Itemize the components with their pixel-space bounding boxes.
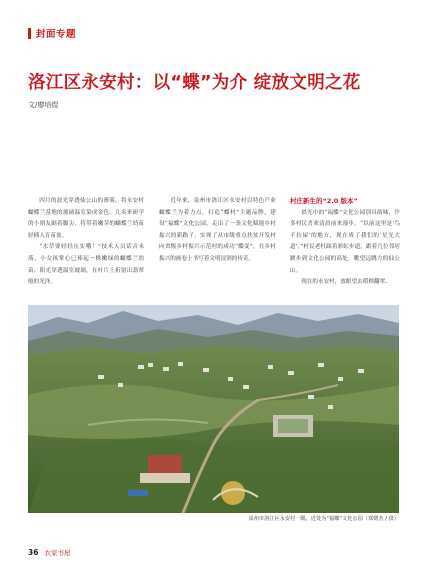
text-column-1 bbox=[28, 196, 144, 289]
paragraph: 晨光中的“福蝶”文化公园别具韵味，许多村民喜欢清晨前来漫步。“以前这里是‘鸟不拉屎’的地方，现在成了我们的‘星光大道’。”村民老杜踩着彩虹步道，跟着几位邻居踱步到文化公园的高处，眺望远眺方的仙公山。 bbox=[290, 209, 400, 274]
magazine-name: 农家书屋 bbox=[44, 549, 71, 557]
text-column-2 bbox=[159, 196, 276, 266]
page-number: 36 bbox=[28, 548, 39, 557]
photo-caption: 泉州市洛江区永安村一隅，近处为“福蝶”文化公园（郑熠杰 / 摄） bbox=[248, 516, 399, 522]
village-aerial-photo bbox=[28, 305, 399, 513]
text-column-3 bbox=[290, 196, 400, 289]
page-footer bbox=[28, 548, 70, 557]
paragraph: 现在的永安村，放眼望去稻秧翻翠、 bbox=[301, 279, 391, 286]
section-tag-bar bbox=[28, 28, 31, 39]
article-byline: 文/廖培煜 bbox=[28, 101, 59, 109]
section-subheading: 村庄新生的“2.0 版本” bbox=[290, 197, 358, 205]
article-title: 洛江区永安村：以“蝶”为介 绽放文明之花 bbox=[28, 73, 361, 93]
paragraph: 近年来，泉州市洛江区永安村以特色产业蝴蝶兰为着力点，打造“蝶村”主题品牌，建设“福蝶”文化公园，走出了一条文化赋能乡村振兴的新路子，实现了从市级重点扶贫开发村向省级乡村振兴示范村的成功“蝶变”，在乡村振兴的画卷上书写着文明浸润的传奇。 bbox=[159, 198, 276, 262]
section-tag-label: 封面专题 bbox=[36, 29, 77, 40]
paragraph: 四月的晨光穿透仙公山的薄雾，将永安村蝴蝶兰基地的玻璃温室染成金色。儿名来研学的小朋友踮着脚尖，将带着嫩芽的蝴蝶兰幼苗轻插入育苗盆。 bbox=[28, 198, 144, 239]
section-tag bbox=[28, 26, 76, 40]
paragraph: “水草要轻轻压实哦！”技术人员话音未落，小女孩掌心已捧起一株嫩绿的蝴蝶兰幼苗，阳光穿透温室玻璃，在叶片上折射出翡翠般的光泽。 bbox=[28, 244, 144, 286]
